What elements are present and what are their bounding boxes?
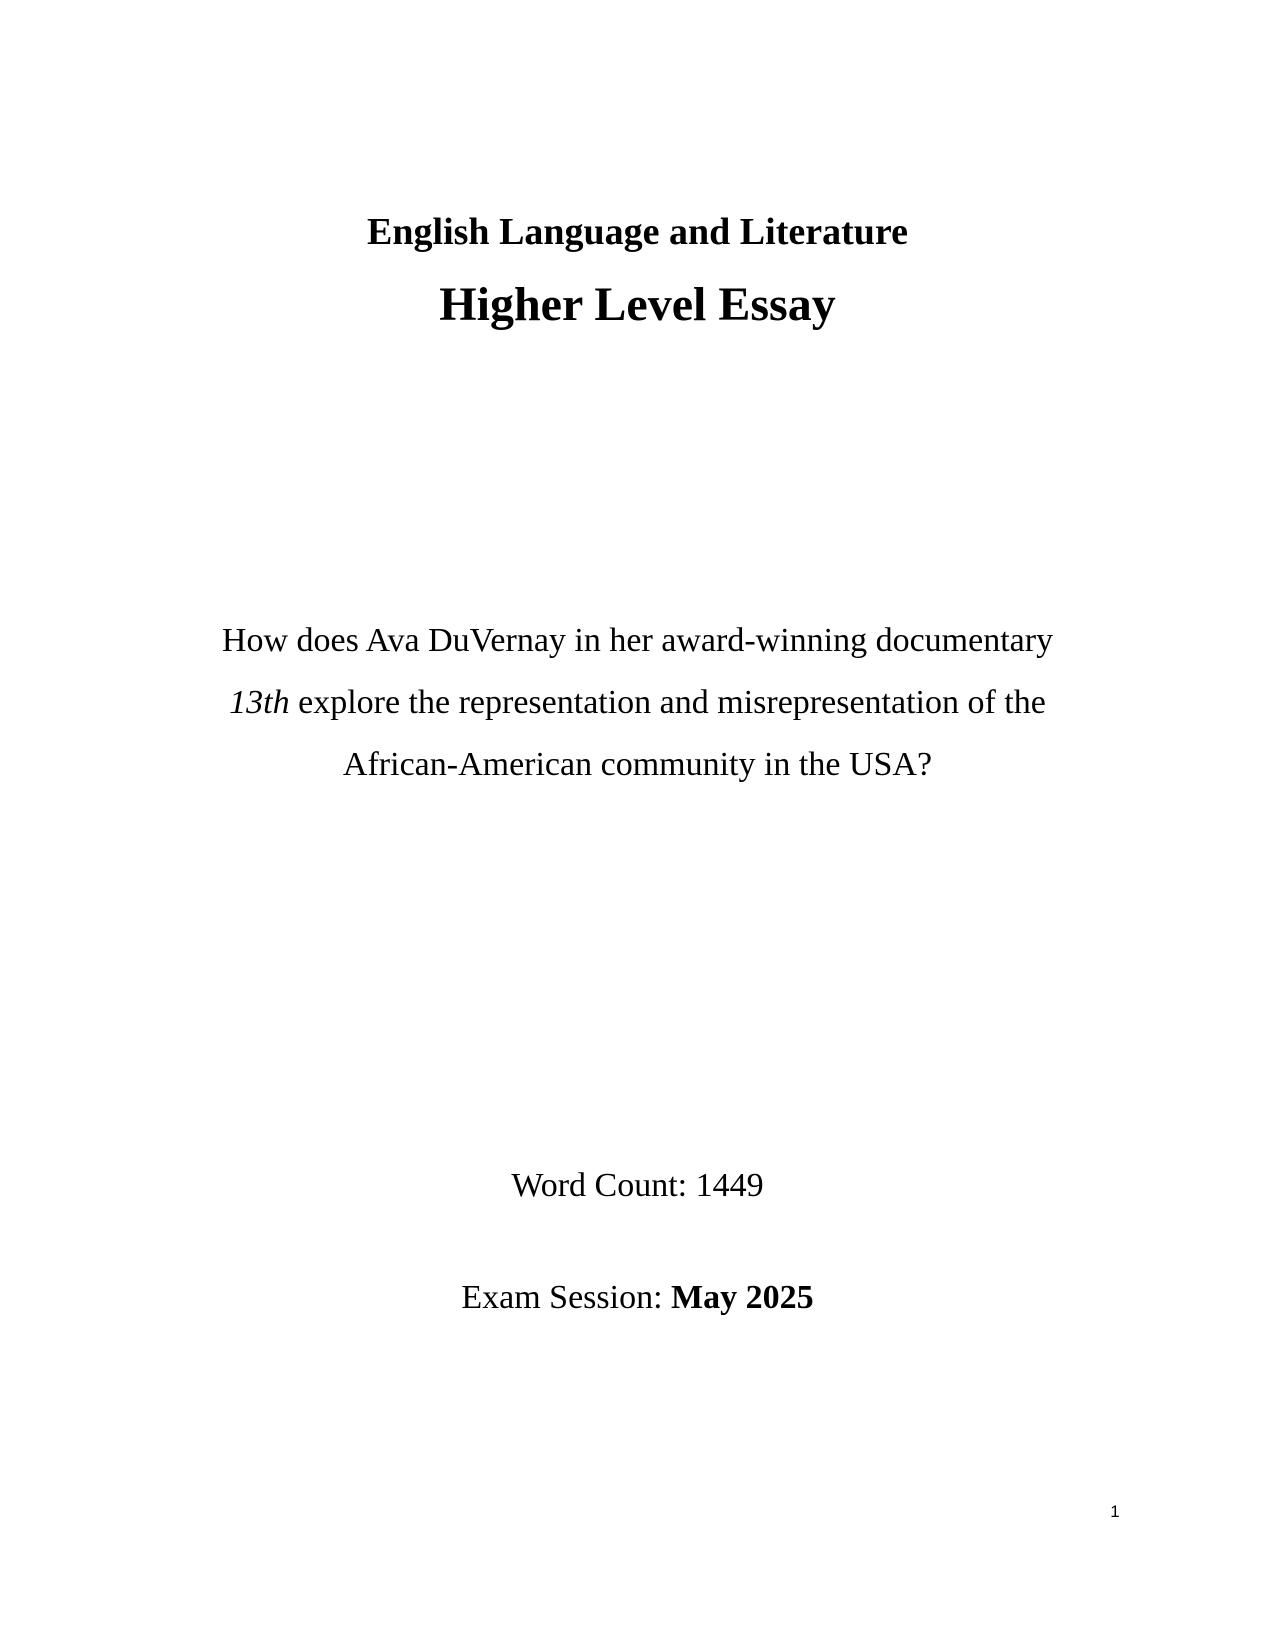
exam-session-value: May 2025 xyxy=(671,1279,814,1316)
exam-session-label: Exam Session: xyxy=(461,1279,672,1316)
word-count: Word Count: 1449 xyxy=(511,1167,764,1204)
essay-type-title: Higher Level Essay xyxy=(439,278,836,331)
page-number: 1 xyxy=(1110,1502,1120,1521)
exam-session xyxy=(0,1278,1275,1318)
essay-question xyxy=(140,610,1135,796)
question-line-2 xyxy=(140,672,1135,734)
film-title: 13th xyxy=(229,684,290,721)
question-line-1: How does Ava DuVernay in her award-winning documentary xyxy=(221,622,1054,659)
question-line-2-text: explore the representation and misrepresentation of the xyxy=(289,684,1046,721)
subject-heading: English Language and Literature xyxy=(367,211,908,253)
question-line-3: African-American community in the USA? xyxy=(342,746,933,783)
